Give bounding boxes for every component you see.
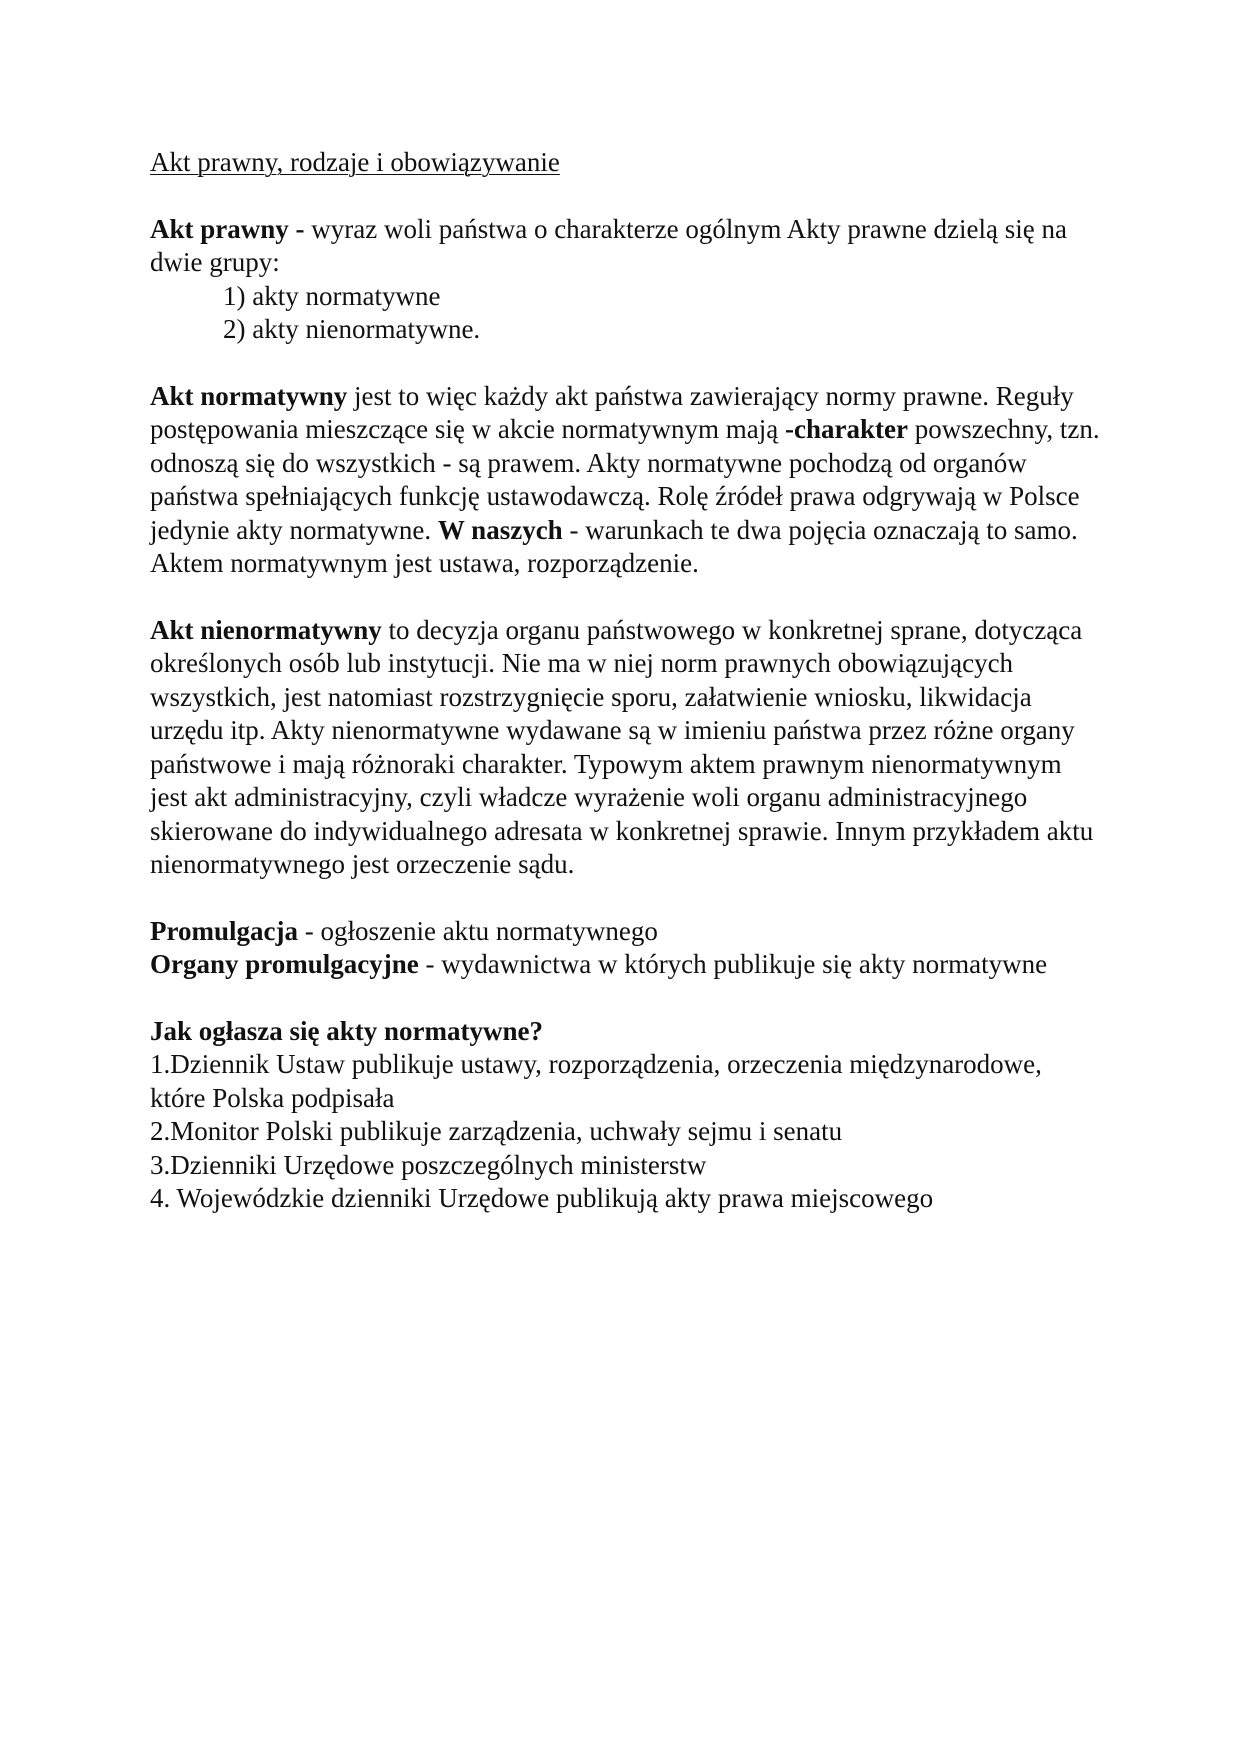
- term-organy-promulgacyjne: Organy promulgacyjne: [150, 949, 419, 979]
- promulgacja-line: [150, 915, 1100, 949]
- document-title: Akt prawny, rodzaje i obowiązywanie: [150, 147, 560, 177]
- section-akt-normatywny: [150, 380, 1100, 581]
- term-akt-nienormatywny: Akt nienormatywny: [150, 614, 382, 645]
- list-item: 1) akty normatywne: [223, 280, 441, 311]
- akt-normatywny-text-3: - warunkach te dwa pojęcia oznaczają to samo. Aktem normatywnym jest ustawa, rozporządzenie.: [150, 514, 1078, 578]
- akt-normatywny-bold-1: -charakter: [785, 414, 908, 444]
- section-ogloszenie: [150, 1015, 1100, 1216]
- akt-normatywny-text-2: powszechny, tzn. odnoszą się do wszystkich - są prawem. Akty normatywne pochodzą od organów państwa spełniających funkcję ustawodawczą. Rolę źródeł prawa odgrywają w Polsce jedynie akty normatywne.: [150, 414, 1100, 545]
- act-groups-list: [150, 280, 1100, 347]
- term-akt-prawny: Akt prawny -: [150, 213, 305, 244]
- list-item: 1.Dziennik Ustaw publikuje ustawy, rozporządzenia, orzeczenia międzynarodowe, które Polska podpisała: [150, 1049, 1042, 1113]
- section-akt-prawny: [150, 213, 1100, 347]
- akt-prawny-text: wyraz woli państwa o charakterze ogólnym Akty prawne dzielą się na dwie grupy:: [150, 213, 1067, 277]
- list-item: 4. Wojewódzkie dzienniki Urzędowe publikują akty prawa miejscowego: [150, 1183, 934, 1213]
- organy-promulgacyjne-line: [150, 948, 1100, 982]
- list-item: 2.Monitor Polski publikuje zarządzenia, uchwały sejmu i senatu: [150, 1116, 843, 1146]
- term-akt-normatywny: Akt normatywny: [150, 380, 348, 411]
- akt-normatywny-text-1: jest to więc każdy akt państwa zawierający normy prawne. Reguły postępowania mieszczące się w akcie normatywnym mają: [150, 380, 1074, 444]
- list-item: 3.Dzienniki Urzędowe poszczególnych ministerstw: [150, 1149, 707, 1180]
- document-page: [150, 146, 1100, 1249]
- akt-nienormatywny-text: to decyzja organu państwowego w konkretnej sprane, dotycząca określonych osób lub instytucji. Nie ma w niej norm prawnych obowiązujących wszystkich, jest natomiast rozstrzygnięcie sporu, załatwienie wniosku, likwidacja urzędu itp. Akty nienormatywne wydawane są w imieniu państwa przez różne organy państwowe i mają różnoraki charakter. Typowym aktem prawnym nienormatywnym jest akt administracyjny, czyli władcze wyrażenie woli organu administracyjnego skierowane do indywidualnego adresata w konkretnej sprawie. Innym przykładem aktu nienormatywnego jest orzeczenie sądu.: [150, 614, 1094, 879]
- akt-prawny-definition: [150, 213, 1100, 280]
- akt-normatywny-bold-2: W naszych: [437, 514, 563, 545]
- ogloszenie-heading: Jak ogłasza się akty normatywne?: [150, 1015, 543, 1046]
- publication-list: [150, 1048, 1100, 1216]
- list-item: 2) akty nienormatywne.: [223, 314, 481, 344]
- section-promulgacja: [150, 915, 1100, 982]
- promulgacja-text: - ogłoszenie aktu normatywnego: [297, 915, 658, 946]
- term-promulgacja: Promulgacja: [150, 915, 298, 946]
- section-akt-nienormatywny: [150, 614, 1100, 882]
- organy-promulgacyjne-text: - wydawnictwa w których publikuje się akty normatywne: [418, 949, 1048, 979]
